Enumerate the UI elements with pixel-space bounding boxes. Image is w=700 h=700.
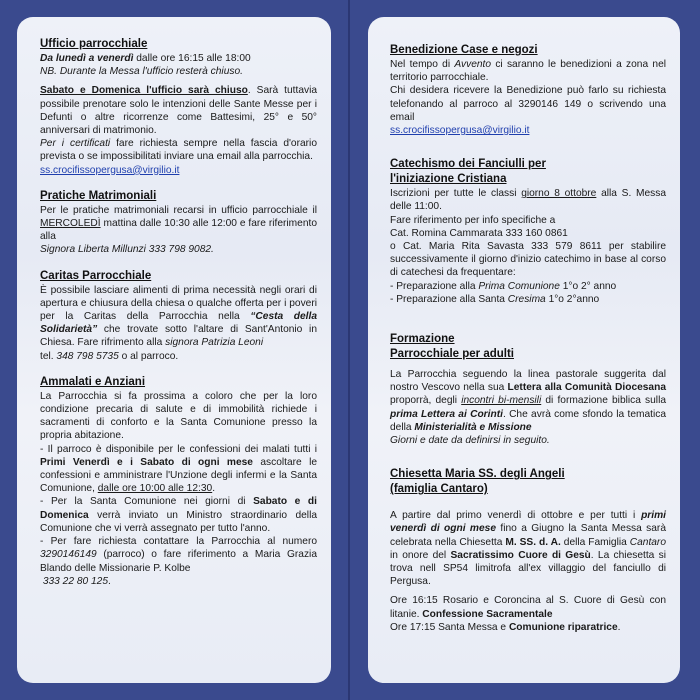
ammalati-title: Ammalati e Anziani [40, 375, 146, 388]
ufficio-hours: Da lunedì a venerdì dalle ore 16:15 alle 18:00 [40, 53, 251, 64]
benedizione-text: Nel tempo di Avvento ci saranno le benedizioni a zona nel territorio parrocchiale. [390, 59, 667, 84]
ufficio-nb: NB. Durante la Messa l'ufficio resterà chiuso. [40, 66, 243, 78]
caritas-title: Caritas Parrocchiale [40, 269, 152, 282]
chiesetta-orario-1: Ore 16:15 Rosario e Coroncina al S. Cuore di Gesù con litanie. Confessione Sacramentale [390, 595, 666, 620]
ufficio-title: Ufficio parrocchiale [40, 38, 148, 50]
caritas-tel: tel. 348 798 5735 o al parroco. [40, 350, 179, 362]
formazione-note: Giorni e date da definirsi in seguito. [390, 435, 550, 447]
ammalati-contatti: - Per fare richiesta contattare la Parrocchia al numero 3290146149 (parroco) o fare riferimento a Maria Grazia Blando delle Missionarie P. Kolbe 333 22 80 125. [40, 536, 317, 587]
right-panel [368, 17, 680, 683]
benedizione-title: Benedizione Case e negozi [390, 44, 538, 56]
chiesetta-section [390, 467, 666, 634]
benedizione-email-link[interactable]: ss.crocifissopergusa@virgilio.it [390, 125, 530, 137]
ufficio-section [40, 37, 317, 177]
ammalati-comunione: - Per la Santa Comunione nei giorni di Sabato e di Domenica verrà inviato un Ministro straordinario della Comunione che vi verrà assegnato per tutto l'anno. [40, 496, 317, 534]
catechismo-section [390, 157, 666, 306]
catechismo-prep-comunione: - Preparazione alla Prima Comunione 1°o 2° anno [390, 280, 617, 292]
left-panel [17, 17, 331, 683]
pratiche-contact: Signora Liberta Millunzi 333 798 9082. [40, 244, 214, 256]
benedizione-richiesta: Chi desidera ricevere la Benedizione può farlo su richiesta telefonando al parroco al 3290146 149 o scrivendo una email [390, 85, 666, 123]
ammalati-confessioni: - Il parroco è disponibile per le confessioni dei malati tutti i Primi Venerdì e i Sabato di ogni mese ascoltare le confessioni e amministrare l'Unzione degli infermi e la Santa Comunione, dalle ore 10:00 alle 12:30. [40, 443, 317, 495]
pratiche-section [40, 189, 317, 257]
chiesetta-text: A partire dal primo venerdì di ottobre e per tutti i primi venerdì di ogni mese fino a Giugno la Santa Messa sarà celebrata nella Chiesetta M. SS. d. A. della Famiglia Cantaro in onore del Sacratissimo Cuore di Gesù. La chiesetta si trova nell SP54 limitrofa all'ex villaggio del fanciullo di Pergusa. [390, 510, 666, 588]
fold-line [348, 0, 350, 700]
pratiche-title: Pratiche Matrimoniali [40, 189, 157, 202]
chiesetta-orario-2: Ore 17:15 Santa Messa e Comunione riparatrice. [390, 621, 621, 633]
formazione-title-1: Formazione [390, 333, 455, 346]
catechismo-prep-cresima: - Preparazione alla Santa Cresima 1°o 2°anno [390, 293, 600, 305]
catechismo-contatto-1: Cat. Romina Cammarata 333 160 0861 [390, 227, 568, 239]
ammalati-section [40, 375, 317, 588]
catechismo-contatto-2: o Cat. Maria Rita Savasta 333 579 8611 per stabilire successivamente il giorno d'inizio catechimo in base al corso di catechesi da frequentare: [390, 241, 666, 279]
chiesetta-title-2: (famiglia Cantaro) [390, 483, 488, 496]
catechismo-riferimento: Fare riferimento per info specifiche a [390, 214, 556, 226]
caritas-text: È possibile lasciare alimenti di prima necessità negli orari di apertura e chiusura della chiesa o qualche offerta per i poveri per la Caritas della Parrocchia nella “Cesta della Solidarietà” che trovate sotto l'altare di Sant'Antonio in Chiesa. Fare rifrimento alla signora Patrizia Leoni [40, 284, 317, 349]
formazione-title-2: Parrocchiale per adulti [390, 348, 514, 361]
ammalati-intro: La Parrocchia si fa prossima a coloro che per la loro condizione precaria di salute e di immobilità richiede i sacramenti di conforto e la Santa Comunione presso la propria abitazione. [40, 390, 317, 442]
chiesetta-title-1: Chiesetta Maria SS. degli Angeli [390, 468, 565, 481]
pratiche-text: Per le pratiche matrimoniali recarsi in ufficio parrocchiale il MERCOLEDÌ mattina dalle 10:30 alle 12:00 e fare riferimento alla [40, 204, 317, 243]
formazione-text: La Parrocchia seguendo la linea pastorale suggerita dal nostro Vescovo nella sua Lettera alla Comunità Diocesana proporrà, degli incontri bi-mensili di formazione biblica sulla prima Lettera ai Corinti. Che avrà come sfondo la tematica della Ministerialità e Missione [390, 369, 667, 433]
benedizione-section [390, 43, 666, 137]
catechismo-title-2: l'iniziazione Cristiana [390, 173, 507, 186]
caritas-section [40, 269, 317, 363]
ufficio-cert: Per i certificati fare richiesta sempre nella fascia d'orario prevista o se impossibilitati inviare una email alla parrocchia. [40, 138, 317, 163]
catechismo-title-1: Catechismo dei Fanciulli per [390, 158, 546, 171]
ufficio-weekend: Sabato e Domenica l'ufficio sarà chiuso. Sarà tuttavia possibile prenotare solo le intenzioni delle Sante Messe per i Defunti o altre ricorrenze come Battesimi, 25° e 50° anniversari di matrimonio. [40, 85, 318, 137]
catechismo-iscrizioni: Iscrizioni per tutte le classi giorno 8 ottobre alla S. Messa delle 11:00. [390, 188, 666, 213]
formazione-section [390, 332, 666, 447]
ufficio-email-link[interactable]: ss.crocifissopergusa@virgilio.it [40, 164, 180, 176]
